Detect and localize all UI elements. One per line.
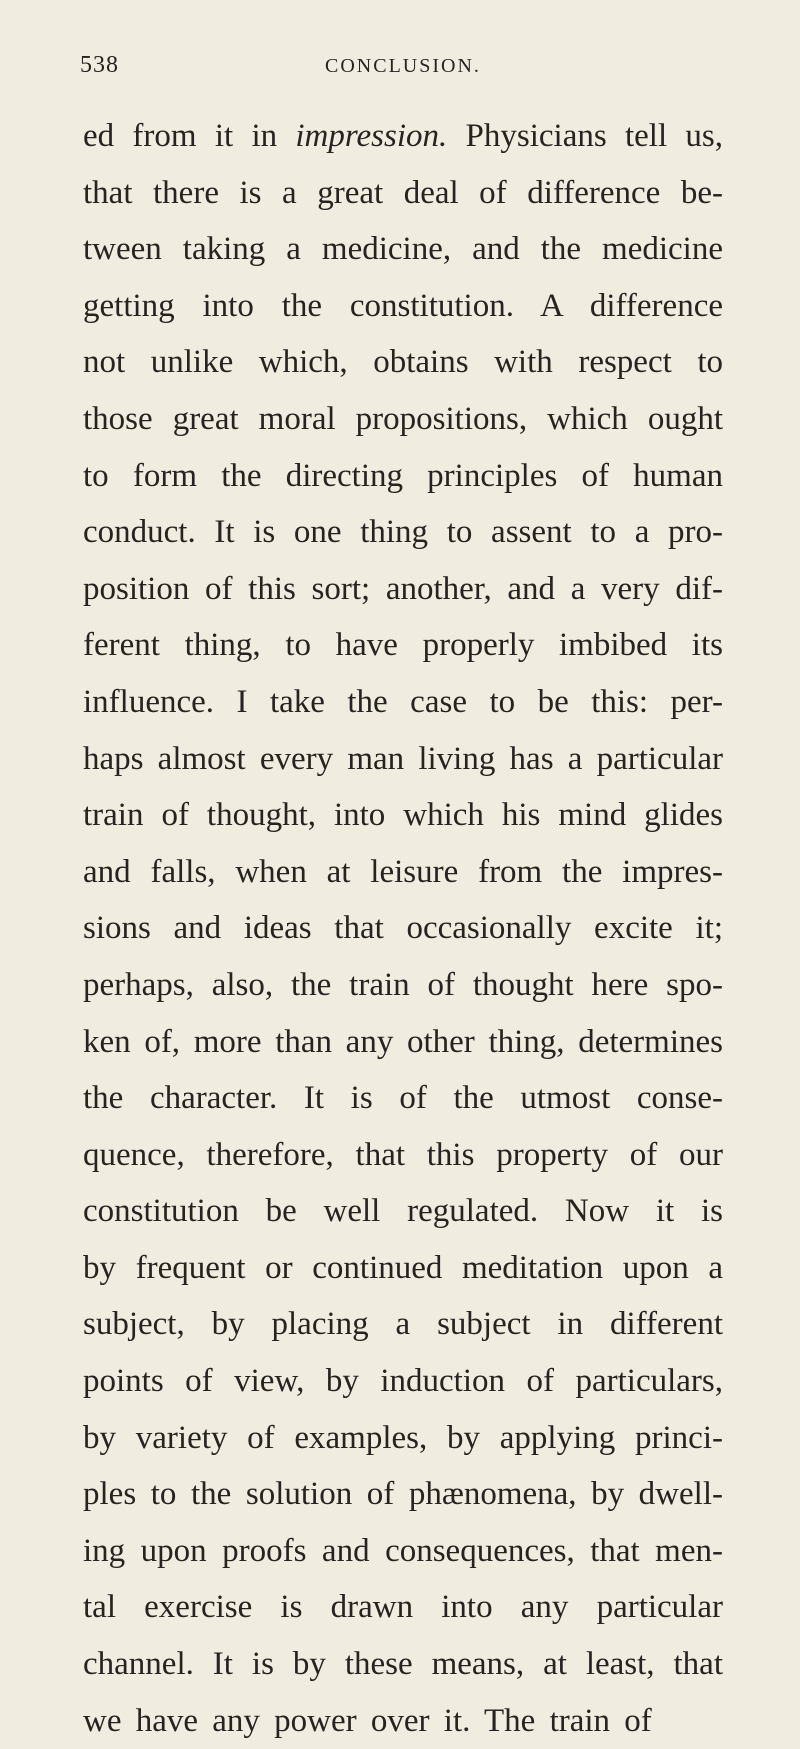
text-line-5: not unlike which, obtains with respect to (83, 344, 723, 381)
text-line-11: influence. I take the case to be this: per- (83, 683, 723, 720)
text-line-17: ken of, more than any other thing, determines (83, 1023, 723, 1060)
page-number: 538 (80, 52, 119, 78)
text-line-20: constitution be well regulated. Now it is (83, 1193, 723, 1230)
text-line-21: by frequent or continued meditation upon a (83, 1249, 723, 1286)
body-text (83, 108, 723, 1749)
text-line-14: and falls, when at leisure from the impres- (83, 853, 723, 890)
italic-word-impression: impression. (295, 118, 448, 154)
text-line-22: subject, by placing a subject in different (83, 1306, 723, 1343)
text-line-29: we have any power over it. The train of (83, 1702, 652, 1739)
text-line-8: conduct. It is one thing to assent to a pro- (83, 514, 723, 551)
text-line-9: position of this sort; another, and a very dif- (83, 570, 723, 607)
text-line-19: quence, therefore, that this property of our (83, 1136, 723, 1173)
text-line-23: points of view, by induction of particulars, (83, 1363, 723, 1400)
text-line-10: ferent thing, to have properly imbibed its (83, 627, 723, 664)
text-line-12: haps almost every man living has a particular (83, 740, 723, 777)
text-line-3: tween taking a medicine, and the medicine (83, 231, 723, 268)
text-line-18: the character. It is of the utmost conse- (83, 1080, 723, 1117)
text-line-1-start: ed from it in (83, 118, 296, 154)
text-line-1 (83, 108, 723, 165)
text-line-1-end: Physicians tell us, (447, 118, 723, 154)
text-line-28: channel. It is by these means, at least, that (83, 1646, 723, 1683)
text-line-13: train of thought, into which his mind glides (83, 797, 723, 834)
text-line-25: ples to the solution of phænomena, by dwell- (83, 1476, 723, 1513)
text-line-15: sions and ideas that occasionally excite it; (83, 910, 723, 947)
running-title: CONCLUSION. (325, 55, 481, 77)
text-line-26: ing upon proofs and consequences, that men- (83, 1532, 723, 1569)
text-line-7: to form the directing principles of human (83, 457, 723, 494)
text-line-2: that there is a great deal of difference be- (83, 174, 723, 211)
text-line-6: those great moral propositions, which ought (83, 400, 723, 437)
text-line-24: by variety of examples, by applying princi- (83, 1419, 723, 1456)
running-head (0, 52, 800, 82)
text-line-4: getting into the constitution. A difference (83, 287, 723, 324)
text-line-16: perhaps, also, the train of thought here spo- (83, 966, 723, 1003)
text-line-27: tal exercise is drawn into any particular (83, 1589, 723, 1626)
